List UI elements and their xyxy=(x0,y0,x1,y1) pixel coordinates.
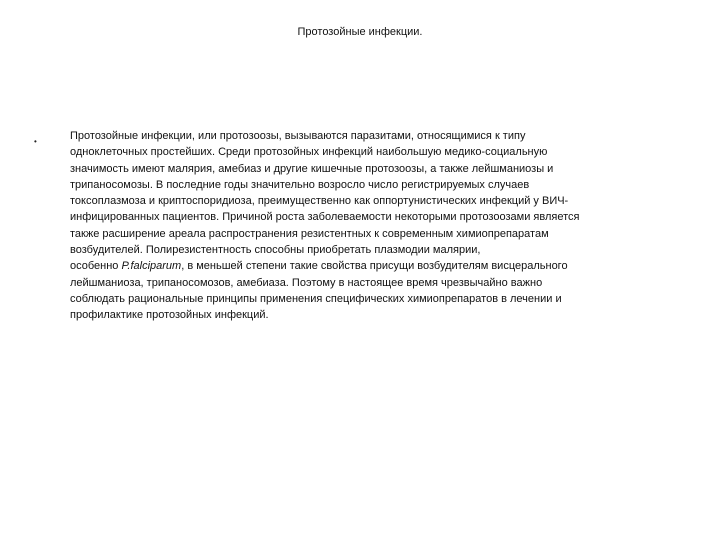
paragraph-line-1: Протозойные инфекции, или протозоозы, вызываются паразитами, относящимися к типу xyxy=(70,130,526,142)
paragraph-line-3: значимость имеют малярия, амебиаз и другие кишечные протозоозы, а также лейшманиозы и xyxy=(70,162,554,175)
paragraph-line-12: профилактике протозойных инфекций. xyxy=(70,309,269,322)
paragraph-line-10: лейшманиоза, трипаносомозов, амебиаза. Поэтому в настоящее время чрезвычайно важно xyxy=(70,276,543,289)
paragraph-line-8: возбудителей. Полирезистентность способны приобретать плазмодии малярии, xyxy=(70,244,481,257)
bullet-marker: • xyxy=(34,137,37,146)
species-name: P.falciparum xyxy=(121,260,182,273)
paragraph-line-6: инфицированных пациентов. Причиной роста заболеваемости некоторыми протозоозами является xyxy=(70,211,580,224)
line9-prefix: особенно xyxy=(70,260,122,273)
paragraph-line-9 xyxy=(70,258,670,274)
line9-suffix: , в меньшей степени такие свойства присущи возбудителям висцерального xyxy=(181,260,568,273)
slide-title: Протозойные инфекции. xyxy=(297,26,423,38)
paragraph-line-4: трипаносомозы. В последние годы значительно возросло число регистрируемых случаев xyxy=(70,178,530,191)
paragraph-line-11: соблюдать рациональные принципы применения специфических химиопрепаратов в лечении и xyxy=(70,292,562,305)
paragraph-line-2: одноклеточных простейших. Среди протозойных инфекций наибольшую медико-социальную xyxy=(70,146,548,159)
paragraph-line-7: также расширение ареала распространения резистентных к современным химиопрепаратам xyxy=(70,227,549,240)
body-paragraph xyxy=(70,128,670,324)
paragraph-line-5: токсоплазмоза и криптоспоридиоза, преимущественно как оппортунистических инфекций у ВИЧ- xyxy=(70,195,569,208)
